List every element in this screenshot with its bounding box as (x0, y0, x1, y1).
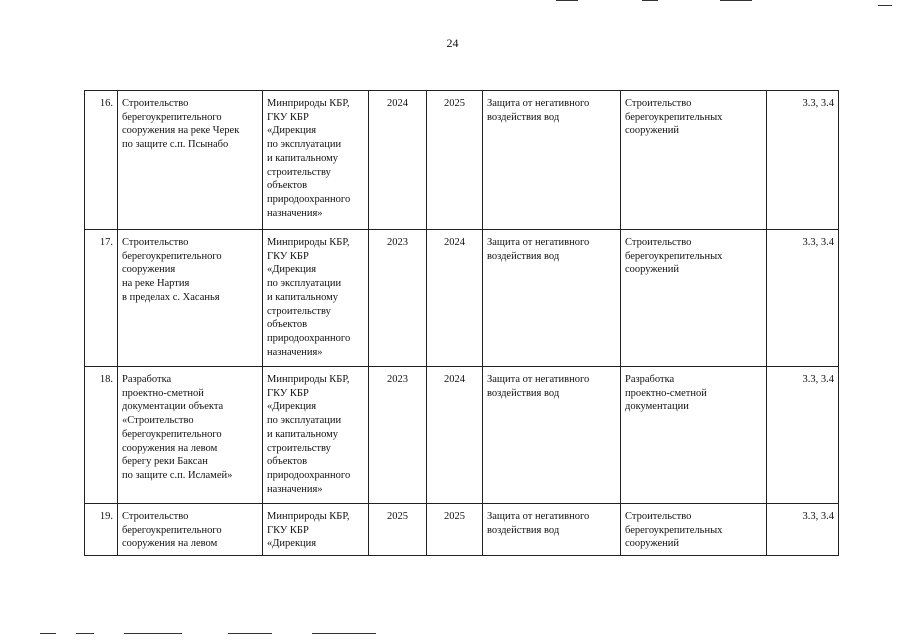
cell-measure-name (118, 91, 263, 230)
cell-result (621, 230, 767, 367)
cell-start-year (369, 504, 427, 556)
cell-text-line: назначения» (267, 483, 323, 495)
cell-executor (263, 230, 369, 367)
cell-direction (483, 367, 621, 504)
cell-reference (767, 230, 839, 367)
cell-text-line: сооружения на реке Черек (122, 125, 240, 137)
cell-text-line: по защите с.п. Псынабо (122, 139, 229, 151)
cell-text-line: строительству (267, 442, 331, 454)
cell-text-line: сооружения (122, 264, 176, 276)
cell-text-line: воздействия вод (487, 387, 560, 399)
cell-text: 2025 (444, 98, 465, 109)
cell-measure-name (118, 367, 263, 504)
cell-text-line: проектно-сметной (625, 387, 707, 399)
cell-text-line: по эксплуатации (267, 415, 342, 427)
cell-text: 2024 (444, 237, 465, 248)
cell-text-line: Защита от негативного (487, 237, 590, 248)
cell-reference (767, 367, 839, 504)
cell-text-line: объектов (267, 180, 308, 192)
cell-text-line: Защита от негативного (487, 98, 590, 109)
cell-measure-name (118, 230, 263, 367)
cell-text-line: берегоукрепительного (122, 111, 222, 123)
scan-mark (124, 633, 182, 634)
table-row (85, 367, 839, 504)
cell-text-line: Минприроды КБР, (267, 237, 350, 248)
cell-text-line: Разработка (625, 374, 675, 385)
scan-mark (228, 633, 272, 634)
cell-result (621, 91, 767, 230)
cell-text-line: воздействия вод (487, 111, 560, 123)
cell-text-line: Защита от негативного (487, 511, 590, 522)
cell-text-line: Строительство (122, 98, 189, 109)
cell-start-year (369, 230, 427, 367)
cell-executor (263, 367, 369, 504)
cell-executor (263, 91, 369, 230)
cell-reference (767, 504, 839, 556)
cell-text-line: природоохранного (267, 469, 351, 481)
cell-end-year (427, 230, 483, 367)
table-row (85, 504, 839, 556)
cell-result (621, 367, 767, 504)
cell-text: 18. (99, 374, 113, 385)
cell-text-line: берегоукрепительных (625, 250, 723, 262)
cell-text-line: Минприроды КБР, (267, 98, 350, 109)
cell-text: 17. (99, 237, 113, 248)
cell-text: 3.3, 3.4 (802, 511, 834, 522)
cell-number (85, 504, 118, 556)
cell-text-line: строительству (267, 166, 331, 178)
cell-text: 3.3, 3.4 (802, 98, 834, 109)
cell-direction (483, 91, 621, 230)
cell-text-line: сооружений (625, 125, 680, 137)
cell-text-line: Минприроды КБР, (267, 374, 350, 385)
cell-text-line: воздействия вод (487, 524, 560, 536)
cell-text-line: берегоукрепительного (122, 250, 222, 262)
cell-text-line: ГКУ КБР (267, 524, 309, 536)
cell-text-line: берегоукрепительного (122, 428, 222, 440)
cell-text-line: строительству (267, 305, 331, 317)
cell-text-line: в пределах с. Хасанья (122, 291, 220, 303)
cell-text-line: «Дирекция (267, 401, 317, 413)
cell-text-line: берегоукрепительного (122, 524, 222, 536)
cell-text: 2024 (387, 98, 408, 109)
cell-end-year (427, 367, 483, 504)
cell-text-line: документации объекта (122, 401, 224, 413)
cell-result (621, 504, 767, 556)
cell-text-line: и капитальному (267, 428, 339, 440)
cell-text-line: объектов (267, 456, 308, 468)
measures-table (84, 90, 839, 556)
cell-text-line: объектов (267, 319, 308, 331)
cell-text-line: по защите с.п. Исламей» (122, 469, 233, 481)
cell-text-line: сооружений (625, 538, 680, 550)
cell-text: 2023 (387, 374, 408, 385)
cell-text-line: Строительство (625, 237, 692, 248)
cell-text-line: «Дирекция (267, 538, 317, 550)
scan-mark (556, 0, 578, 1)
page-number: 24 (446, 36, 459, 50)
cell-direction (483, 230, 621, 367)
cell-start-year (369, 367, 427, 504)
cell-text-line: «Строительство (122, 415, 194, 427)
cell-start-year (369, 91, 427, 230)
cell-text-line: сооружений (625, 264, 680, 276)
scan-mark (878, 5, 892, 6)
cell-text-line: сооружения на левом (122, 442, 218, 454)
cell-text: 3.3, 3.4 (802, 374, 834, 385)
scan-mark (40, 633, 56, 634)
cell-text-line: и капитальному (267, 152, 339, 164)
cell-text-line: документации (625, 401, 689, 413)
cell-number (85, 230, 118, 367)
cell-text-line: на реке Нартия (122, 278, 190, 290)
cell-measure-name (118, 504, 263, 556)
table-body (85, 91, 839, 556)
cell-text-line: «Дирекция (267, 264, 317, 276)
cell-text-line: и капитальному (267, 291, 339, 303)
scan-mark (720, 0, 752, 1)
cell-text-line: Защита от негативного (487, 374, 590, 385)
table-row (85, 230, 839, 367)
cell-text-line: назначения» (267, 207, 323, 219)
cell-text: 2024 (444, 374, 465, 385)
cell-text-line: «Дирекция (267, 125, 317, 137)
scan-mark (642, 0, 658, 1)
cell-text-line: назначения» (267, 346, 323, 358)
cell-text-line: ГКУ КБР (267, 111, 309, 123)
cell-text-line: Строительство (625, 511, 692, 522)
table-row (85, 91, 839, 230)
cell-text-line: Разработка (122, 374, 172, 385)
scan-mark (312, 633, 376, 634)
cell-text-line: Строительство (122, 237, 189, 248)
cell-executor (263, 504, 369, 556)
scan-mark (76, 633, 94, 634)
cell-end-year (427, 504, 483, 556)
cell-end-year (427, 91, 483, 230)
cell-text-line: ГКУ КБР (267, 250, 309, 262)
cell-text-line: Минприроды КБР, (267, 511, 350, 522)
cell-text: 3.3, 3.4 (802, 237, 834, 248)
cell-text: 19. (99, 511, 113, 522)
cell-text-line: воздействия вод (487, 250, 560, 262)
cell-number (85, 367, 118, 504)
cell-text: 16. (99, 98, 113, 109)
cell-text-line: по эксплуатации (267, 278, 342, 290)
cell-text-line: природоохранного (267, 332, 351, 344)
cell-text: 2025 (387, 511, 408, 522)
cell-text-line: берегоукрепительных (625, 524, 723, 536)
cell-text: 2023 (387, 237, 408, 248)
cell-text-line: проектно-сметной (122, 387, 204, 399)
cell-text-line: Строительство (625, 98, 692, 109)
cell-text-line: берегоукрепительных (625, 111, 723, 123)
cell-text: 2025 (444, 511, 465, 522)
cell-reference (767, 91, 839, 230)
cell-text-line: сооружения на левом (122, 538, 218, 550)
cell-text-line: по эксплуатации (267, 139, 342, 151)
cell-number (85, 91, 118, 230)
cell-text-line: Строительство (122, 511, 189, 522)
cell-text-line: природоохранного (267, 193, 351, 205)
cell-text-line: ГКУ КБР (267, 387, 309, 399)
cell-direction (483, 504, 621, 556)
cell-text-line: берегу реки Баксан (122, 456, 208, 468)
